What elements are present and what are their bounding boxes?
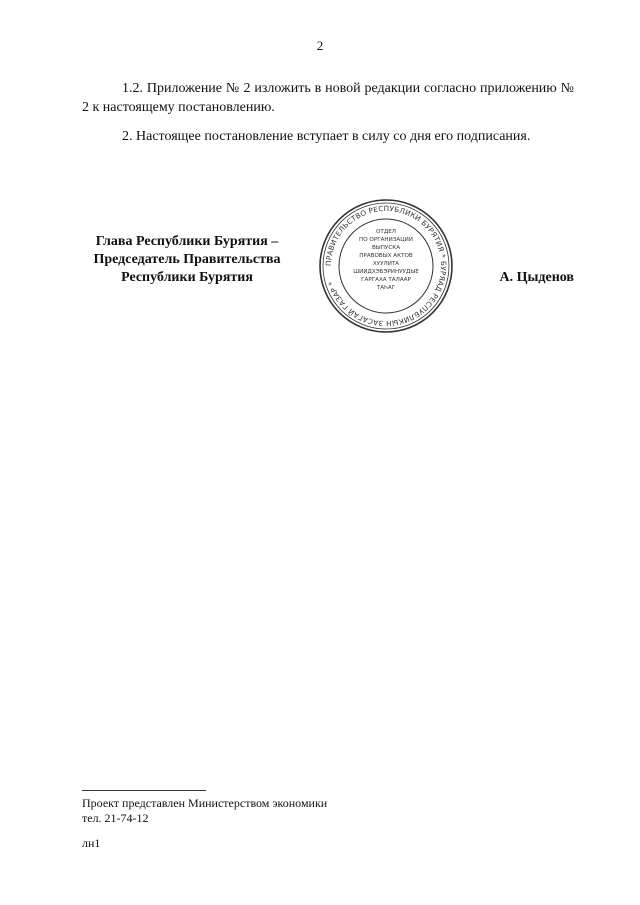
- seal-center-line-3: ВЫПУСКА: [371, 245, 401, 251]
- signer-title: [82, 233, 292, 287]
- signer-title-line-1: Глава Республики Бурятия –: [95, 234, 279, 249]
- page-number: 2: [316, 38, 324, 53]
- signer-title-line-3: Республики Бурятия: [121, 270, 253, 285]
- signer-name: А. Цыденов: [499, 270, 574, 285]
- footer-phone: тел. 21-74-12: [82, 811, 149, 825]
- paragraph-1: 1.2. Приложение № 2 изложить в новой редакции согласно приложению № 2 к настоящему постановлению.: [82, 81, 574, 115]
- seal-ring-text: ПРАВИТЕЛЬСТВО РЕСПУБЛИКИ БУРЯТИЯ * БУРЯАД РЕСПУБЛИКЫН ЗАСАГАЙ ГАЗАР *: [323, 203, 449, 329]
- seal-center-line-5: ХУУЛИТА: [372, 261, 400, 267]
- seal-center-line-4: ПРАВОВЫХ АКТОВ: [359, 253, 413, 259]
- seal-center-line-8: ТАҺАГ: [376, 285, 396, 291]
- signer-title-line-2: Председатель Правительства: [93, 252, 281, 267]
- official-seal-stamp: [318, 198, 454, 334]
- seal-center-line-1: ОТДЕЛ: [376, 229, 396, 235]
- seal-center-line-6: ШИИДХЭБЭРИНУУДЫЕ: [353, 269, 419, 275]
- seal-center-line-2: ПО ОРГАНИЗАЦИИ: [359, 237, 413, 243]
- seal-center-line-7: ГАРГАХА ТАЛААР: [361, 277, 411, 283]
- footer-project-note: Проект представлен Министерством экономики: [82, 796, 328, 810]
- footnote-divider: [82, 790, 206, 791]
- paragraph-2: 2. Настоящее постановление вступает в силу со дня его подписания.: [122, 129, 531, 144]
- footer-code: лн1: [82, 836, 101, 850]
